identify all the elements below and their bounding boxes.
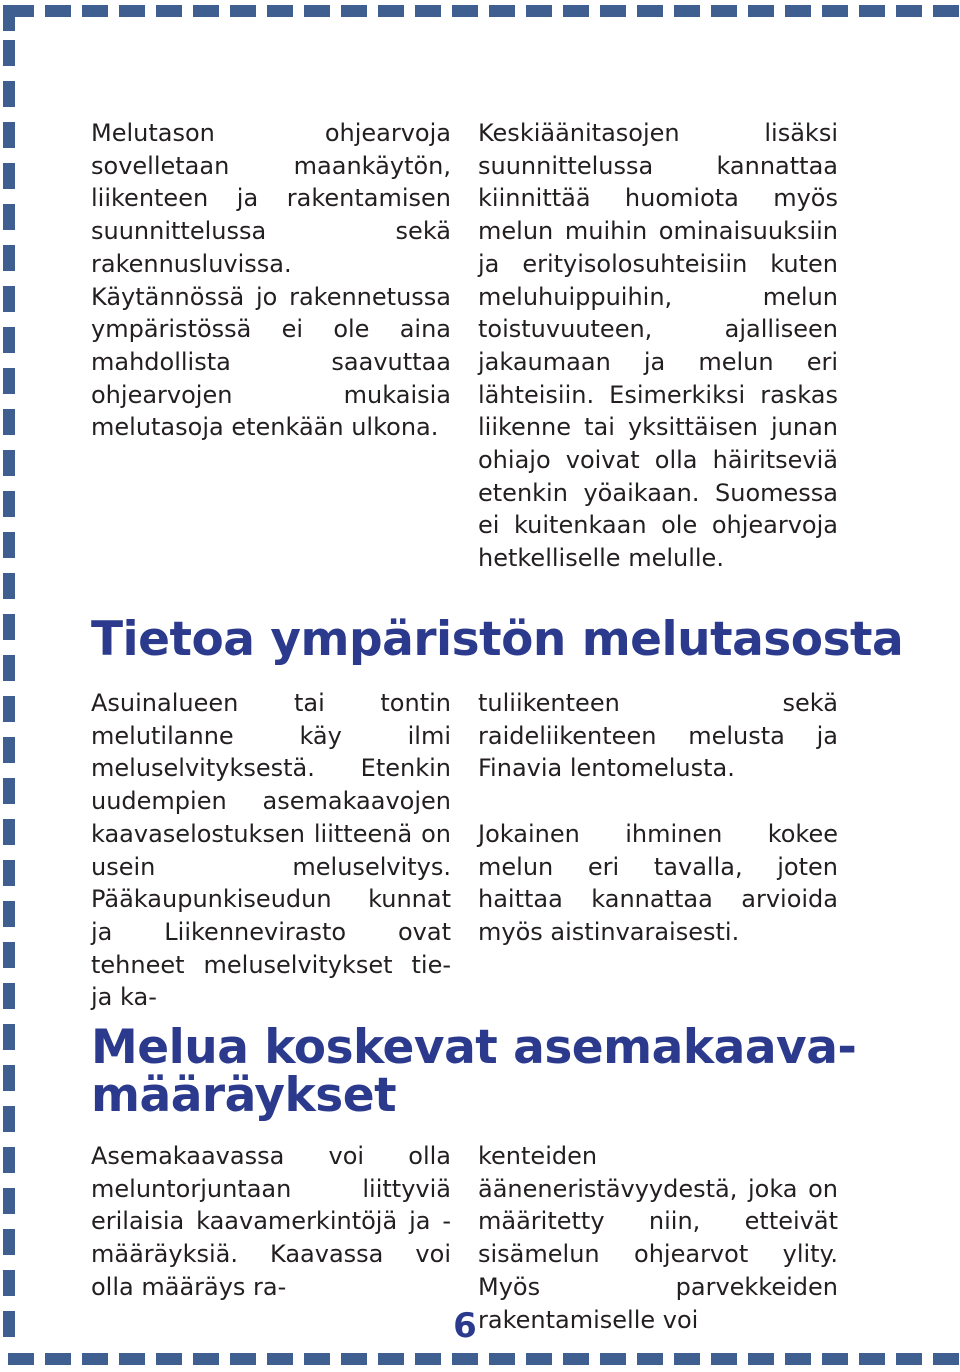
section2-heading-line1: Melua koskevat asemakaava- [91, 1020, 857, 1075]
intro-left-paragraph: Melutason ohjearvoja sovelletaan maankäytön, liikenteen ja rakentamisen suunnittelussa sekä rakennusluvissa. Käytännössä jo rakennetussa ympäristössä ei ole aina mahdollista saavuttaa ohjearvojen mukaisia melutasoja etenkään ulkona. [91, 119, 451, 442]
section-heading-asemakaava [91, 1020, 857, 1123]
intro-left-column [91, 117, 451, 444]
section2-right-column [478, 1140, 838, 1336]
intro-right-paragraph: Keskiäänitasojen lisäksi suunnittelussa kannattaa kiinnittää huomiota myös melun muihin ominaisuuksiin ja erityisolosuhteisiin kuten meluhuippuihin, melun toistuvuuteen, ajalliseen jakaumaan ja melun eri lähteisiin. Esimerkiksi raskas liikenne tai yksittäisen junan ohiajo voivat olla häiritseviä etenkin yöaikaan. Suomessa ei kuitenkaan ole ohjearvoja hetkelliselle melulle. [478, 119, 838, 573]
section-heading-melutaso: Tietoa ympäristön melutasosta [91, 612, 904, 667]
section1-right-continuation: tuliikenteen sekä raideliikenteen melusta ja Finavia lentomelusta. [478, 689, 838, 783]
section2-left-paragraph: Asemakaavassa voi olla meluntorjuntaan liittyviä erilaisia kaavamerkintöjä ja -määräyksiä. Kaavassa voi olla määräys ra- [91, 1142, 451, 1301]
section2-right-paragraph: kenteiden ääneneristävyydestä, joka on määritetty niin, etteivät sisämelun ohjearvot ylity. Myös parvekkeiden rakentamiselle voi [478, 1142, 838, 1334]
section1-left-column [91, 687, 451, 1014]
section2-heading-line2: määräykset [91, 1068, 397, 1123]
page-number: 6 [453, 1306, 477, 1346]
section1-right-paragraph: Jokainen ihminen kokee melun eri tavalla, joten haittaa kannattaa arvioida myös aistinvaraisesti. [478, 819, 838, 946]
section1-right-column [478, 687, 838, 949]
dashed-frame-bottom [8, 1353, 960, 1365]
section1-left-paragraph: Asuinalueen tai tontin melutilanne käy ilmi meluselvityksestä. Etenkin uudempien asemakaavojen kaavaselostuksen liitteenä on usein meluselvitys. Pääkaupunkiseudun kunnat ja Liikennevirasto ovat tehneet meluselvitykset tie- ja ka- [91, 689, 451, 1012]
section2-left-column [91, 1140, 451, 1304]
dashed-frame-left [3, 40, 15, 1340]
dashed-frame-top [8, 5, 960, 17]
intro-right-column [478, 117, 838, 575]
